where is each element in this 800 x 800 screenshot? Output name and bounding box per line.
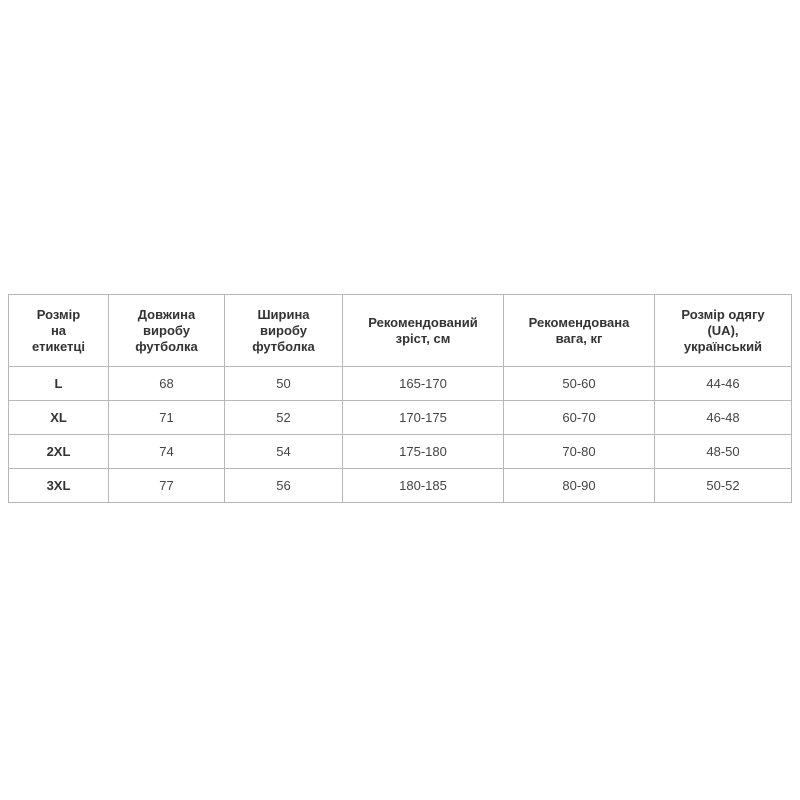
- cell-width: 54: [225, 435, 343, 469]
- table-header-row: [9, 295, 792, 367]
- cell-ua-size: 46-48: [655, 401, 792, 435]
- header-weight: Рекомендована вага, кг: [504, 295, 655, 367]
- cell-weight: 70-80: [504, 435, 655, 469]
- header-height: Рекомендований зріст, см: [343, 295, 504, 367]
- cell-height: 175-180: [343, 435, 504, 469]
- header-ua-size: Розмір одягу (UA), український: [655, 295, 792, 367]
- header-width: Ширина виробу футболка: [225, 295, 343, 367]
- cell-height: 180-185: [343, 469, 504, 503]
- header-length: Довжина виробу футболка: [109, 295, 225, 367]
- header-label-size: Розмір на етикетці: [9, 295, 109, 367]
- cell-size: L: [9, 367, 109, 401]
- size-chart: [8, 294, 791, 503]
- cell-length: 68: [109, 367, 225, 401]
- cell-weight: 50-60: [504, 367, 655, 401]
- cell-ua-size: 48-50: [655, 435, 792, 469]
- cell-weight: 60-70: [504, 401, 655, 435]
- cell-length: 77: [109, 469, 225, 503]
- cell-width: 50: [225, 367, 343, 401]
- cell-width: 56: [225, 469, 343, 503]
- cell-size: 3XL: [9, 469, 109, 503]
- cell-height: 165-170: [343, 367, 504, 401]
- cell-size: 2XL: [9, 435, 109, 469]
- table-row: [9, 367, 792, 401]
- size-table: [8, 294, 792, 503]
- table-row: [9, 435, 792, 469]
- table-row: [9, 469, 792, 503]
- cell-ua-size: 44-46: [655, 367, 792, 401]
- cell-size: XL: [9, 401, 109, 435]
- cell-length: 71: [109, 401, 225, 435]
- cell-height: 170-175: [343, 401, 504, 435]
- cell-length: 74: [109, 435, 225, 469]
- table-row: [9, 401, 792, 435]
- cell-ua-size: 50-52: [655, 469, 792, 503]
- cell-width: 52: [225, 401, 343, 435]
- cell-weight: 80-90: [504, 469, 655, 503]
